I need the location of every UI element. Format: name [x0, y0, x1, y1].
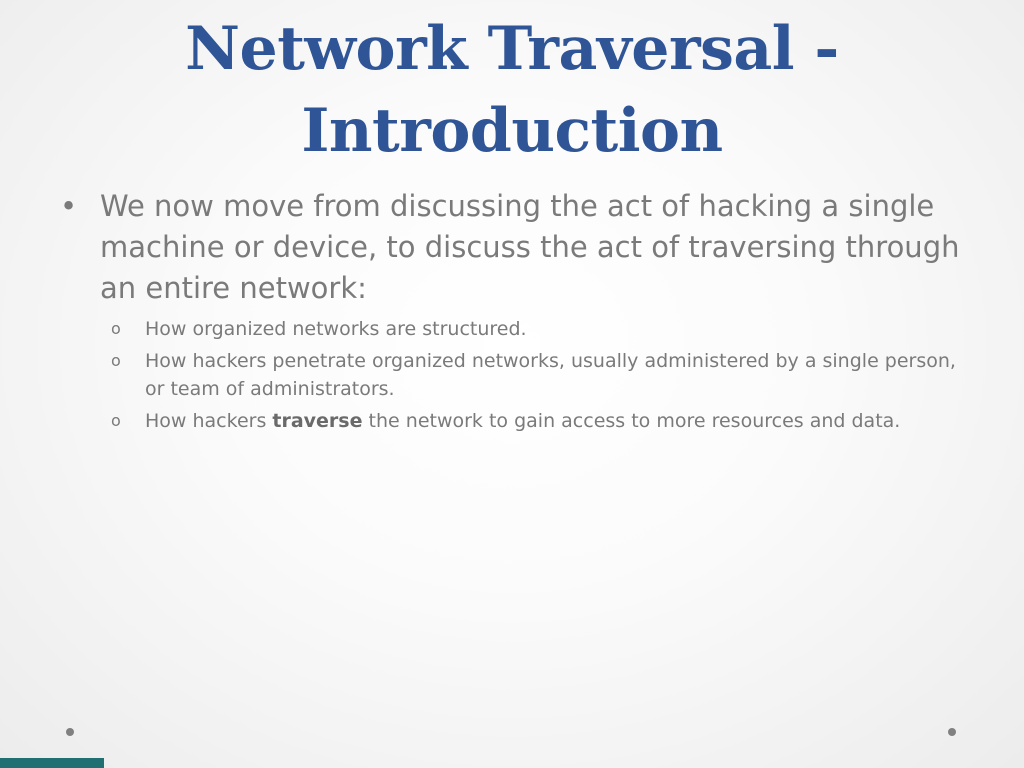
sub-bullet-text-prefix: How hackers [145, 410, 273, 432]
sub-bullet-text: How hackers penetrate organized networks, usually administered by a single person, or team of administrators. [145, 350, 956, 400]
sub-bullet-item [56, 347, 966, 403]
sub-bullet-item [56, 315, 966, 343]
sub-bullet-item [56, 407, 966, 435]
circle-bullet-icon: o [111, 319, 121, 338]
main-bullet [56, 186, 966, 309]
slide-content [56, 186, 966, 439]
corner-dot-right-icon [948, 728, 956, 736]
traverse-emphasis: traverse [272, 410, 363, 432]
main-bullet-text: We now move from discussing the act of hacking a single machine or device, to discuss the act of traversing through an entire network: [100, 189, 960, 305]
footer-accent-bar [0, 758, 104, 768]
slide-title [0, 8, 1024, 172]
circle-bullet-icon: o [111, 351, 121, 370]
bullet-dot-icon: • [60, 189, 78, 223]
title-line-2: Introduction [301, 96, 723, 166]
circle-bullet-icon: o [111, 411, 121, 430]
sub-bullet-text: How organized networks are structured. [145, 318, 527, 340]
sub-bullet-list [56, 315, 966, 435]
sub-bullet-text-suffix: the network to gain access to more resources and data. [362, 410, 901, 432]
corner-dot-left-icon [66, 728, 74, 736]
title-line-1: Network Traversal - [185, 14, 839, 84]
